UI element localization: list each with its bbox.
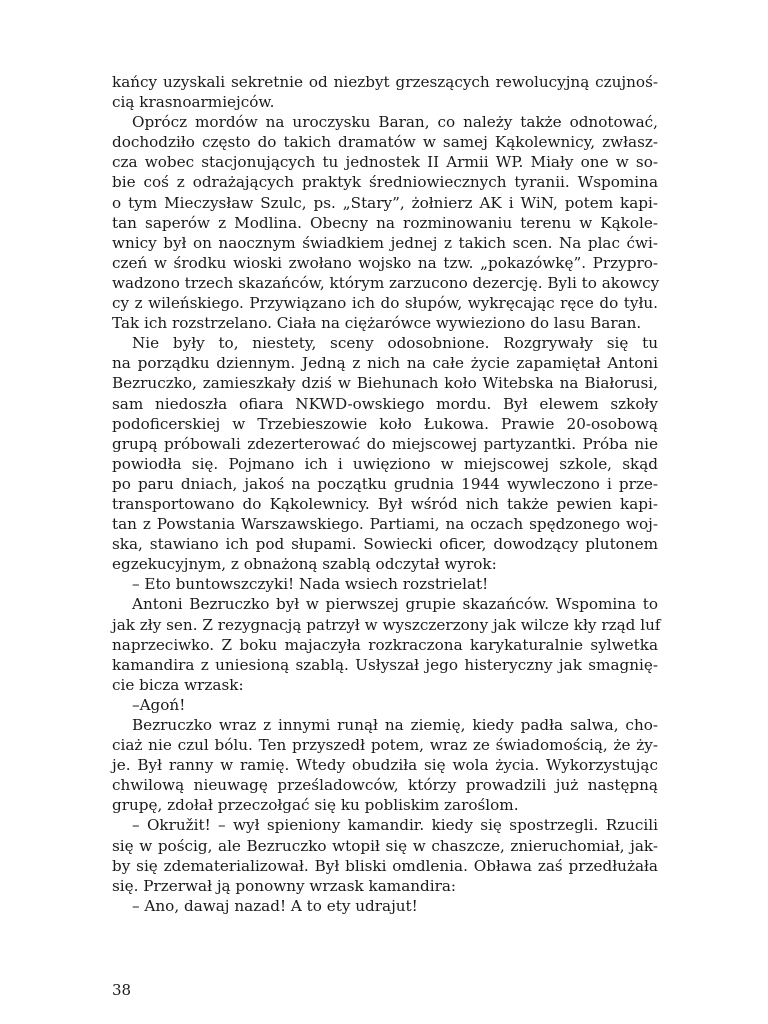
text-line: transportowano do Kąkolewnicy. Był wśród nich także pewien kapi-	[112, 494, 658, 513]
text-line: – Okružit! – wył spieniony kamandir. kiedy się spostrzegli. Rzucili	[132, 816, 658, 835]
text-line: naprzeciwko. Z boku majaczyła rozkraczona karykaturalnie sylwetka	[112, 635, 658, 654]
text-line: dochodziło często do takich dramatów w samej Kąkolewnicy, zwłasz-	[112, 133, 658, 152]
text-line: cza wobec stacjonujących tu jednostek II Armii WP. Miały one w so-	[112, 153, 658, 172]
text-line: by się zdematerializował. Był bliski omdlenia. Obława zaś przedłużała	[112, 856, 658, 875]
text-line: Bezruczko wraz z innymi runął na ziemię, kiedy padła salwa, cho-	[132, 716, 658, 734]
text-line: tan saperów z Modlina. Obecny na rozminowaniu terenu w Kąkole-	[112, 213, 658, 232]
text-line: tan z Powstania Warszawskiego. Partiami, na oczach spędzonego woj-	[112, 515, 658, 534]
text-line: wnicy był on naocznym świadkiem jednej z takich scen. Na plac ćwi-	[112, 233, 658, 252]
text-line: wadzono trzech skazańców, którym zarzucono dezercję. Byli to akowcy	[112, 273, 660, 292]
text-line: Nie były to, niestety, sceny odosobnione. Rozgrywały się tu	[132, 334, 658, 353]
page-number: 38	[112, 981, 132, 999]
text-line: cy z wileńskiego. Przywiązano ich do słupów, wykręcając ręce do tyłu.	[112, 294, 658, 313]
text-line: na porządku dziennym. Jedną z nich na całe życie zapamiętał Antoni	[112, 354, 658, 373]
body-text	[112, 72, 661, 916]
text-line: – Ano, dawaj nazad! A to ety udrajut!	[132, 896, 418, 915]
text-line: –Agoń!	[132, 695, 186, 714]
text-line: Antoni Bezruczko był w pierwszej grupie skazańców. Wspomina to	[132, 595, 658, 614]
text-line: cie bicza wrzask:	[112, 675, 244, 694]
text-line: powiodła się. Pojmano ich i uwięziono w miejscowej szkole, skąd	[112, 454, 658, 473]
text-line: egzekucyjnym, z obnażoną szablą odczytał wyrok:	[112, 555, 497, 574]
text-line: je. Był ranny w ramię. Wtedy obudziła się wola życia. Wykorzystując	[112, 756, 658, 775]
text-line: jak zły sen. Z rezygnacją patrzył w wyszczerzony jak wilcze kły rząd luf	[112, 615, 661, 634]
text-line: podoficerskiej w Trzebieszowie koło Łukowa. Prawie 20-osobową	[112, 414, 658, 433]
text-line: się w pościg, ale Bezruczko wtopił się w chaszcze, znieruchomiał, jak-	[112, 836, 658, 855]
text-line: kamandira z uniesioną szablą. Usłyszał jego histeryczny jak smagnię-	[112, 655, 658, 674]
text-line: Bezruczko, zamieszkały dziś w Biehunach koło Witebska na Białorusi,	[112, 374, 658, 393]
text-line: ciaż nie czul bólu. Ten przyszedł potem, wraz ze świadomością, że ży-	[112, 736, 658, 755]
text-line: Oprócz mordów na uroczysku Baran, co należy także odnotować,	[132, 113, 658, 132]
text-line: grupą próbowali zdezerterować do miejscowej partyzantki. Próba nie	[112, 434, 658, 453]
text-line: sam niedoszła ofiara NKWD-owskiego mordu. Był elewem szkoły	[112, 394, 658, 413]
text-line: grupę, zdołał przeczołgać się ku pobliskim zaroślom.	[112, 796, 519, 815]
text-line: czeń w środku wioski zwołano wojsko na tzw. „pokazówkę”. Przypro-	[112, 253, 658, 272]
text-line: cią krasnoarmiejców.	[112, 93, 275, 112]
text-line: ska, stawiano ich pod słupami. Sowiecki oficer, dowodzący plutonem	[112, 535, 658, 554]
text-line: – Eto buntowszczyki! Nada wsiech rozstrielat!	[132, 575, 489, 594]
text-line: się. Przerwał ją ponowny wrzask kamandira:	[112, 876, 457, 895]
text-line: po paru dniach, jakoś na początku grudnia 1944 wywleczono i prze-	[112, 474, 658, 493]
text-line: chwilową nieuwagę prześladowców, którzy prowadzili już następną	[112, 776, 658, 795]
text-line: o tym Mieczysław Szulc, ps. „Stary”, żołnierz AK i WiN, potem kapi-	[112, 193, 658, 212]
text-line: bie coś z odrażających praktyk średniowiecznych tyranii. Wspomina	[112, 173, 658, 192]
text-line: Tak ich rozstrzelano. Ciała na ciężarówce wywieziono do lasu Baran.	[112, 314, 642, 333]
text-line: kańcy uzyskali sekretnie od niezbyt grzeszących rewolucyjną czujnoś-	[112, 73, 658, 91]
